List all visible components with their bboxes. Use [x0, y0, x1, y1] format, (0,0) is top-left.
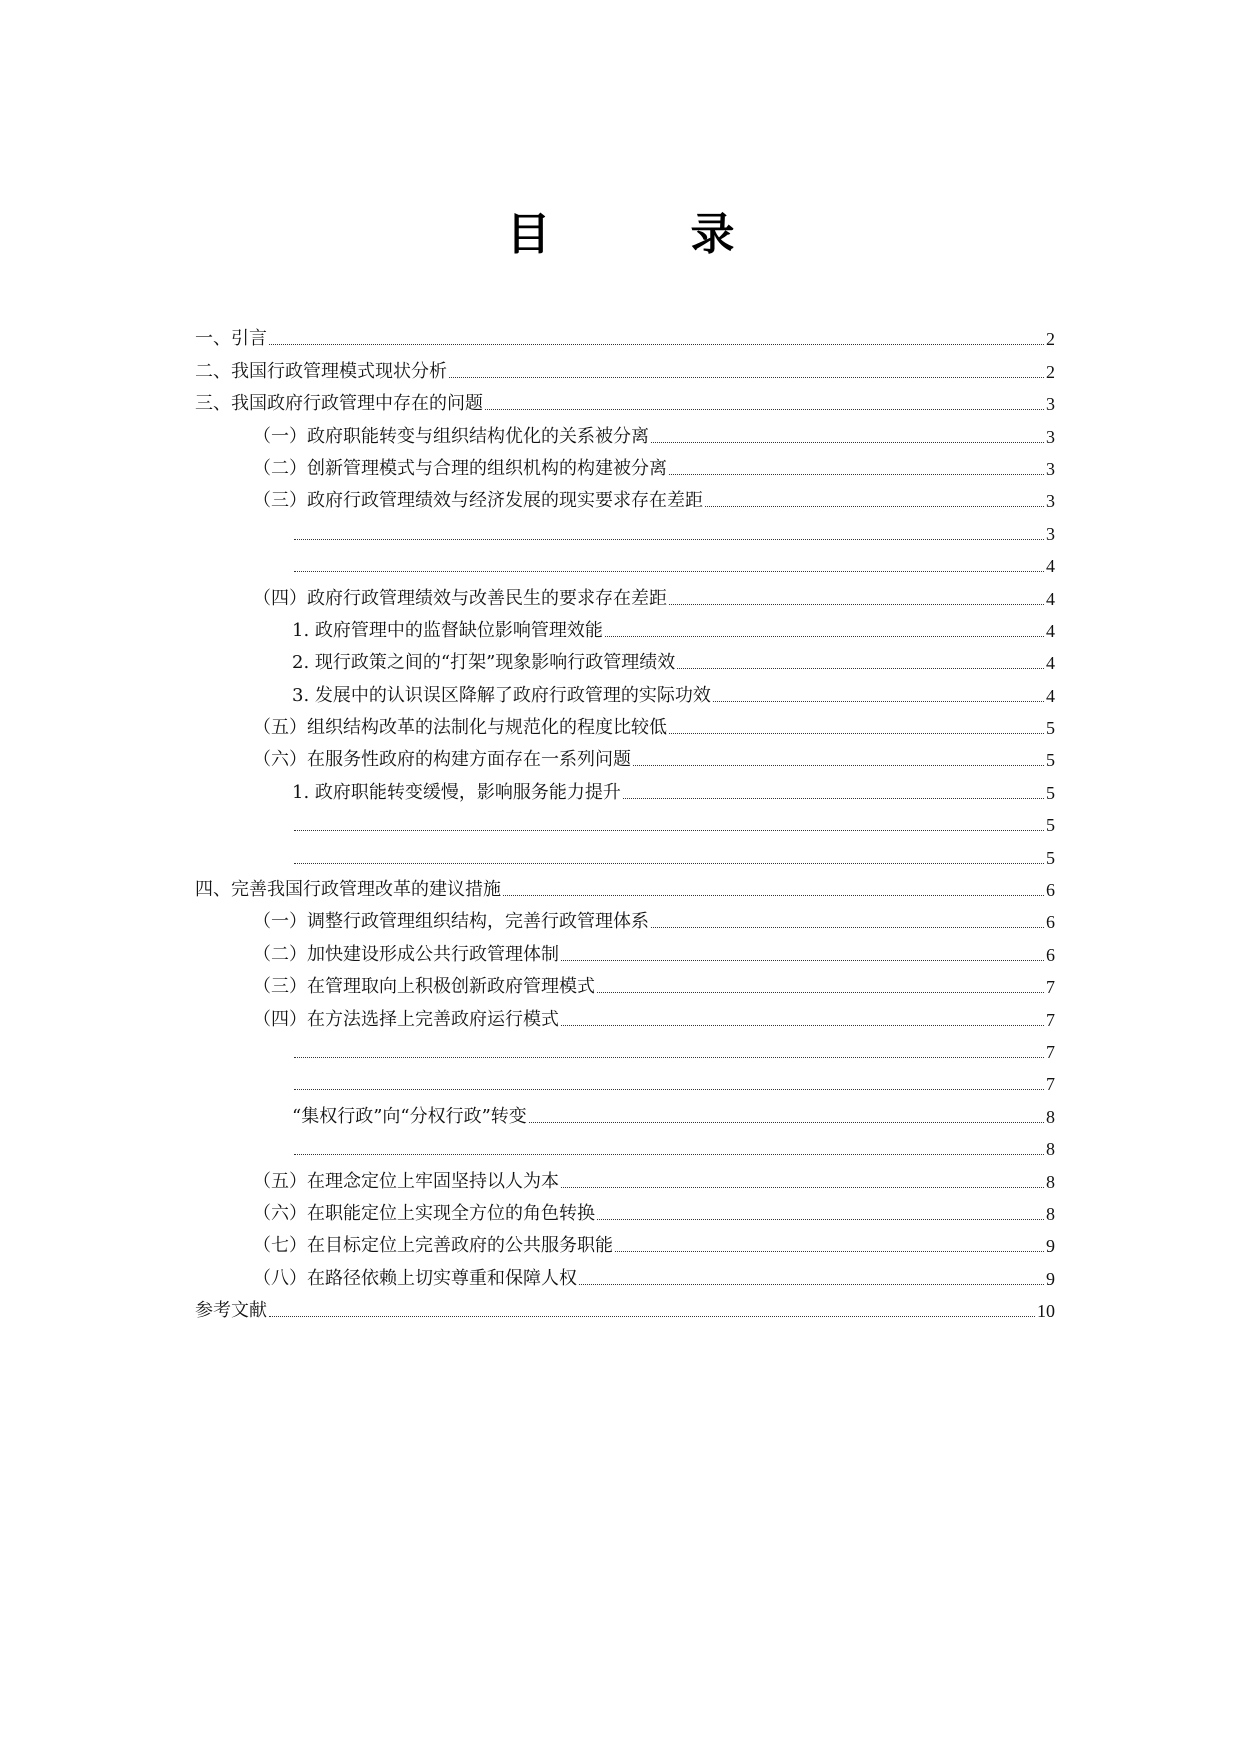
- toc-entry[interactable]: [195, 870, 1055, 902]
- toc-entry[interactable]: [195, 934, 1055, 966]
- toc-entry[interactable]: [195, 805, 1055, 837]
- toc-dot-leader: [561, 1024, 1044, 1026]
- toc-page-number: 3: [1046, 458, 1055, 479]
- toc-dot-leader: [677, 667, 1044, 669]
- toc-page-number: 3: [1046, 394, 1055, 415]
- toc-entry[interactable]: [195, 1226, 1055, 1258]
- toc-page-number: 6: [1046, 944, 1055, 965]
- toc-entry[interactable]: [195, 1161, 1055, 1193]
- toc-entry-text: （八）在路径依赖上切实尊重和保障人权: [253, 1267, 577, 1289]
- toc-page-number: 8: [1046, 1139, 1055, 1160]
- toc-entry-text: （六）在职能定位上实现全方位的角色转换: [253, 1202, 595, 1224]
- toc-dot-leader: [633, 764, 1044, 766]
- toc-entry[interactable]: [195, 1064, 1055, 1096]
- toc-page-number: 4: [1046, 653, 1055, 674]
- toc-entry[interactable]: [195, 740, 1055, 772]
- toc-entry-text: （七）在目标定位上完善政府的公共服务职能: [253, 1235, 613, 1257]
- toc-entry-text: 2. 现行政策之间的“打架”现象影响行政管理绩效: [292, 652, 676, 674]
- toc-page-number: 4: [1046, 620, 1055, 641]
- toc-entry-text: 三、我国政府行政管理中存在的问题: [195, 393, 483, 415]
- toc-entry-text: （三）政府行政管理绩效与经济发展的现实要求存在差距: [253, 490, 703, 512]
- toc-entry-text: 3. 发展中的认识误区降解了政府行政管理的实际功效: [292, 684, 711, 706]
- toc-dot-leader: [294, 829, 1044, 831]
- toc-page-number: 6: [1046, 880, 1055, 901]
- toc-dot-leader: [651, 926, 1044, 928]
- toc-page-number: 7: [1046, 1009, 1055, 1030]
- toc-entry[interactable]: [195, 384, 1055, 416]
- toc-entry[interactable]: [195, 351, 1055, 383]
- toc-page-number: 3: [1046, 426, 1055, 447]
- toc-dot-leader: [294, 1088, 1044, 1090]
- toc-entry[interactable]: [195, 643, 1055, 675]
- toc-entry[interactable]: [195, 999, 1055, 1031]
- toc-entry[interactable]: [195, 546, 1055, 578]
- toc-dot-leader: [449, 376, 1044, 378]
- toc-page-number: 8: [1046, 1203, 1055, 1224]
- toc-entry[interactable]: [195, 1194, 1055, 1226]
- toc-entry[interactable]: [195, 513, 1055, 545]
- toc-dot-leader: [669, 603, 1044, 605]
- toc-entry[interactable]: [195, 837, 1055, 869]
- toc-entry-text: （五）组织结构改革的法制化与规范化的程度比较低: [253, 717, 667, 739]
- toc-page-number: 5: [1046, 718, 1055, 739]
- toc-entry[interactable]: [195, 416, 1055, 448]
- toc-page-number: 5: [1046, 815, 1055, 836]
- toc-entry-text: （五）在理念定位上牢固坚持以人为本: [253, 1170, 559, 1192]
- toc-page-number: 4: [1046, 685, 1055, 706]
- toc-dot-leader: [651, 441, 1044, 443]
- toc-dot-leader: [615, 1250, 1044, 1252]
- toc-title: 目 录: [506, 209, 783, 260]
- toc-dot-leader: [579, 1283, 1044, 1285]
- toc-page-number: 4: [1046, 556, 1055, 577]
- toc-entry[interactable]: [195, 449, 1055, 481]
- toc-entry[interactable]: [195, 1258, 1055, 1290]
- toc-entry-text: （三）在管理取向上积极创新政府管理模式: [253, 976, 595, 998]
- toc-entry-text: （二）创新管理模式与合理的组织机构的构建被分离: [253, 457, 667, 479]
- toc-dot-leader: [294, 862, 1044, 864]
- toc-dot-leader: [669, 473, 1044, 475]
- toc-page-number: 8: [1046, 1106, 1055, 1127]
- toc-dot-leader: [269, 343, 1044, 345]
- toc-dot-leader: [561, 959, 1044, 961]
- toc-dot-leader: [269, 1315, 1035, 1317]
- toc-dot-leader: [561, 1186, 1044, 1188]
- toc-dot-leader: [294, 538, 1044, 540]
- toc-entry[interactable]: [195, 611, 1055, 643]
- toc-dot-leader: [503, 894, 1044, 896]
- toc-dot-leader: [597, 991, 1044, 993]
- toc-entry[interactable]: [195, 578, 1055, 610]
- toc-entry-text: 1. 政府管理中的监督缺位影响管理效能: [292, 619, 603, 641]
- toc-page-number: 10: [1037, 1301, 1055, 1322]
- toc-entry-text: 四、完善我国行政管理改革的建议措施: [195, 879, 501, 901]
- toc-dot-leader: [294, 570, 1044, 572]
- toc-page-number: 3: [1046, 491, 1055, 512]
- toc-entry[interactable]: [195, 772, 1055, 804]
- toc-page-number: 8: [1046, 1171, 1055, 1192]
- toc-dot-leader: [713, 700, 1044, 702]
- toc-entry-text: 1. 政府职能转变缓慢，影响服务能力提升: [292, 781, 621, 803]
- toc-entry[interactable]: [195, 967, 1055, 999]
- toc-dot-leader: [597, 1218, 1044, 1220]
- toc-dot-leader: [294, 1153, 1044, 1155]
- toc-page-number: 7: [1046, 1074, 1055, 1095]
- toc-entry-text: 一、引言: [195, 328, 267, 350]
- toc-page-number: 2: [1046, 329, 1055, 350]
- toc-page-number: 6: [1046, 912, 1055, 933]
- toc-entry-text: （一）政府职能转变与组织结构优化的关系被分离: [253, 425, 649, 447]
- toc-entry-text: （二）加快建设形成公共行政管理体制: [253, 943, 559, 965]
- toc-dot-leader: [705, 505, 1044, 507]
- toc-dot-leader: [623, 797, 1044, 799]
- toc-entry[interactable]: [195, 1129, 1055, 1161]
- toc-entry-text: 参考文献: [195, 1300, 267, 1322]
- toc-entry[interactable]: [195, 319, 1055, 351]
- toc-dot-leader: [485, 408, 1044, 410]
- toc-entry[interactable]: [195, 481, 1055, 513]
- toc-entry[interactable]: [195, 675, 1055, 707]
- toc-page-number: 5: [1046, 782, 1055, 803]
- toc-dot-leader: [605, 635, 1044, 637]
- toc-entry-text: “集权行政”向“分权行政”转变: [292, 1105, 527, 1127]
- toc-page-number: 7: [1046, 1041, 1055, 1062]
- toc-entry[interactable]: [195, 902, 1055, 934]
- toc-page-number: 2: [1046, 361, 1055, 382]
- toc-entry-text: 二、我国行政管理模式现状分析: [195, 360, 447, 382]
- toc-page-number: 3: [1046, 523, 1055, 544]
- toc-entry-text: （四）政府行政管理绩效与改善民生的要求存在差距: [253, 587, 667, 609]
- toc-entry[interactable]: [195, 1291, 1055, 1323]
- toc-page-number: 9: [1046, 1236, 1055, 1257]
- toc-entry[interactable]: [195, 1032, 1055, 1064]
- toc-entry-text: （一）调整行政管理组织结构，完善行政管理体系: [253, 911, 649, 933]
- toc-dot-leader: [669, 732, 1044, 734]
- toc-page-number: 5: [1046, 750, 1055, 771]
- toc-page-number: 9: [1046, 1268, 1055, 1289]
- toc-page-number: 4: [1046, 588, 1055, 609]
- toc-dot-leader: [529, 1121, 1044, 1123]
- toc-dot-leader: [294, 1056, 1044, 1058]
- toc-page-number: 5: [1046, 847, 1055, 868]
- table-of-contents: [195, 319, 1055, 1323]
- toc-page-number: 7: [1046, 977, 1055, 998]
- toc-entry-text: （六）在服务性政府的构建方面存在一系列问题: [253, 749, 631, 771]
- toc-entry[interactable]: [195, 708, 1055, 740]
- toc-entry[interactable]: [195, 1096, 1055, 1128]
- toc-entry-text: （四）在方法选择上完善政府运行模式: [253, 1008, 559, 1030]
